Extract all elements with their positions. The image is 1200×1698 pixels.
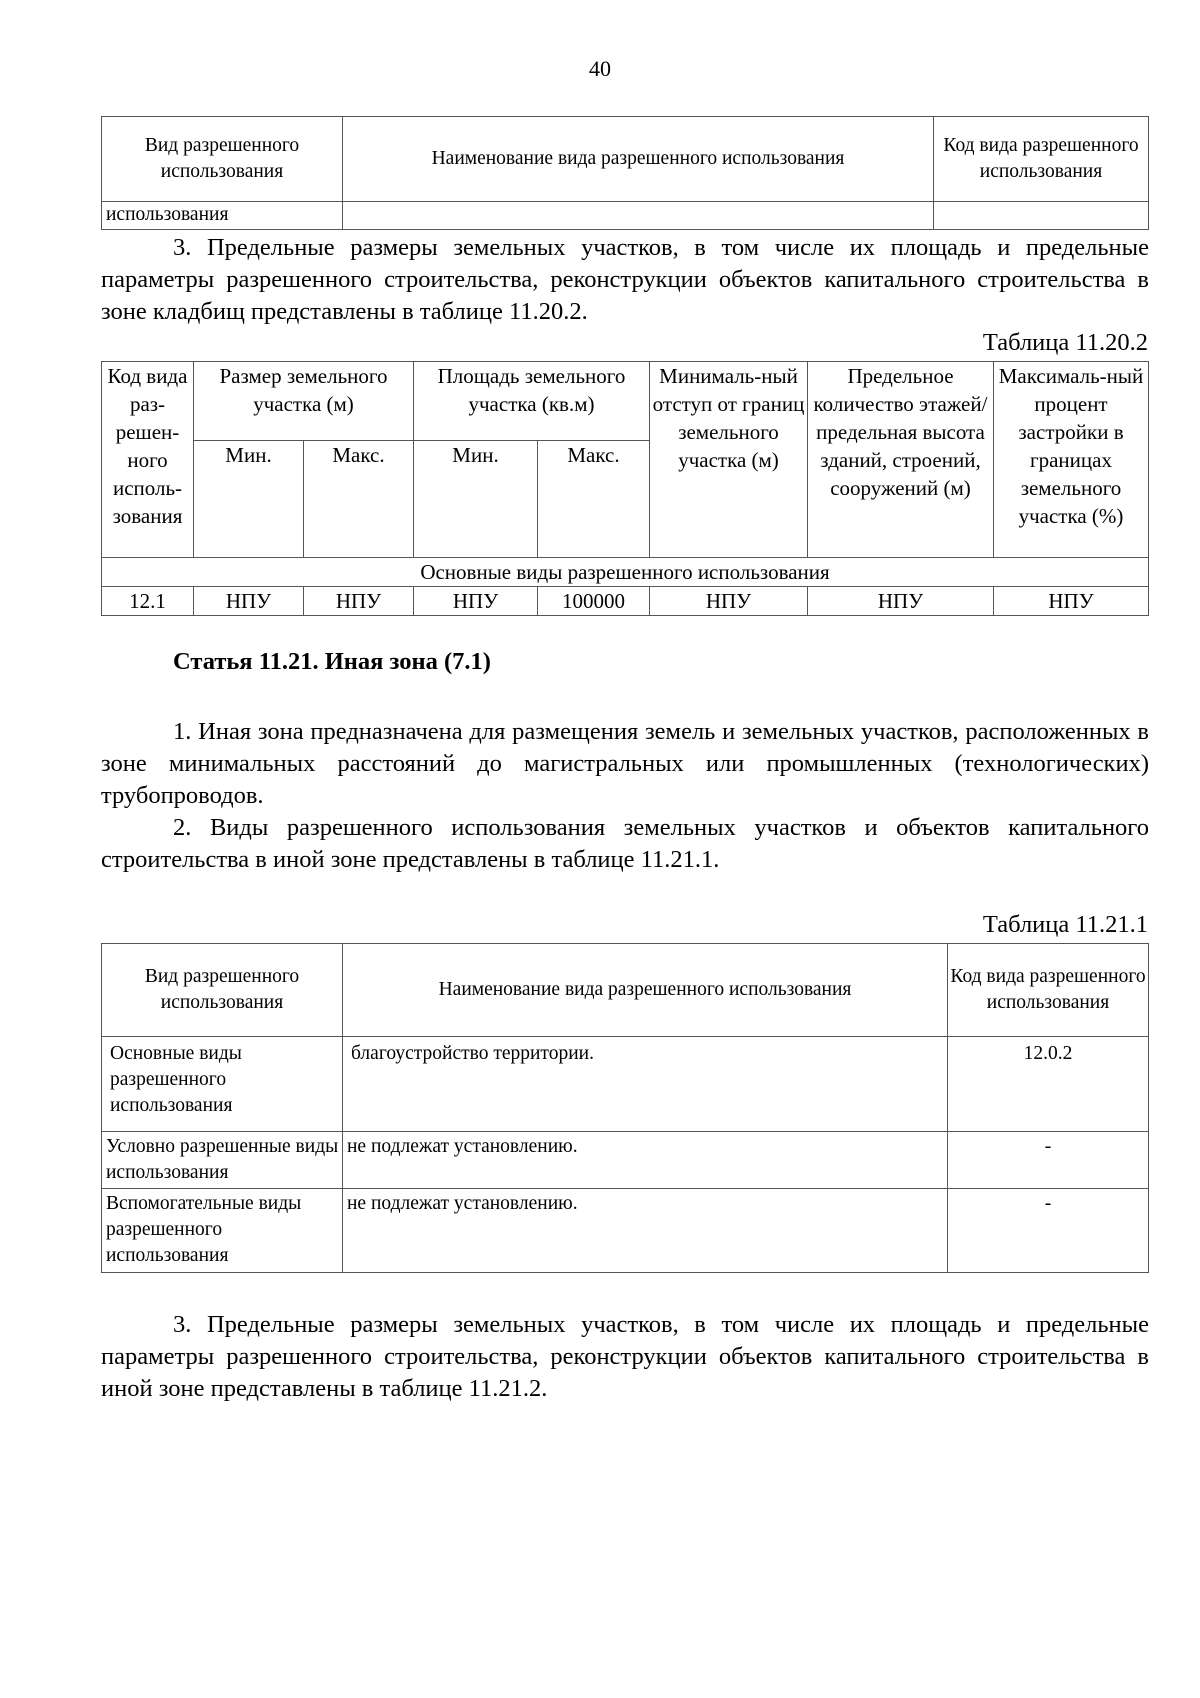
table-row — [102, 1189, 1149, 1273]
continuation-cell: использования — [102, 202, 343, 230]
cell-use-type: Основные виды разрешенного использования — [102, 1037, 343, 1132]
header-cell-code: Код вида разрешенного использования — [948, 944, 1149, 1037]
table-row — [102, 1132, 1149, 1189]
header-cell-type: Вид разрешенного использования — [102, 944, 343, 1037]
paragraph-permitted-uses: 2. Виды разрешенного использования земельных участков и объектов капитального строительства в иной зоне представлены в таблице 11.21.1. — [101, 814, 1149, 873]
cell-use-code: - — [948, 1132, 1149, 1189]
cell-max-percent: НПУ — [994, 587, 1149, 616]
cell-code: 12.1 — [102, 587, 194, 616]
cell-area-max: 100000 — [538, 587, 650, 616]
table-caption-11-21-1: Таблица 11.21.1 — [982, 911, 1148, 938]
header-cell-code: Код вида разрешенного использования — [934, 117, 1149, 202]
cell-size-min: НПУ — [194, 587, 304, 616]
paragraph-limits-cemetery: 3. Предельные размеры земельных участков, в том числе их площадь и предельные параметры разрешенного строительства, реконструкции объектов капитального строительства в зоне кладбищ представлены в таблице 11.20.2. — [101, 234, 1149, 325]
empty-cell — [343, 202, 934, 230]
header-cell-plot-area: Площадь земельного участка (кв.м) — [414, 362, 650, 441]
header-cell-floors-height: Предельное количество этажей/ предельная высота зданий, строений, сооружений (м) — [808, 362, 994, 558]
cell-floors-height: НПУ — [808, 587, 994, 616]
table-row — [102, 1037, 1149, 1132]
cell-size-max: НПУ — [304, 587, 414, 616]
paragraph-limits-other-zone: 3. Предельные размеры земельных участков, в том числе их площадь и предельные параметры разрешенного строительства, реконструкции объектов капитального строительства в иной зоне представлены в таблице 11.21.2. — [101, 1311, 1149, 1402]
cell-area-min: НПУ — [414, 587, 538, 616]
cell-use-type: Условно разрешенные виды использования — [102, 1132, 343, 1189]
header-cell-type: Вид разрешенного использования — [102, 117, 343, 202]
header-cell-name: Наименование вида разрешенного использования — [343, 944, 948, 1037]
cell-use-code: - — [948, 1189, 1149, 1273]
table-row — [102, 587, 1149, 616]
cell-use-name: не подлежат установлению. — [343, 1132, 948, 1189]
header-cell-plot-size: Размер земельного участка (м) — [194, 362, 414, 441]
article-heading: Статья 11.21. Иная зона (7.1) — [173, 648, 491, 675]
header-cell-size-max: Макс. — [304, 441, 414, 558]
cell-use-type: Вспомогательные виды разрешенного использования — [102, 1189, 343, 1273]
cell-min-indent: НПУ — [650, 587, 808, 616]
header-cell-area-min: Мин. — [414, 441, 538, 558]
table-11-20-2 — [101, 361, 1149, 616]
header-cell-code: Код вида раз-решен-ного исполь-зования — [102, 362, 194, 558]
cell-use-name: не подлежат установлению. — [343, 1189, 948, 1273]
table-11-21-1 — [101, 943, 1149, 1273]
cell-use-name: благоустройство территории. — [343, 1037, 948, 1132]
table-continuation — [101, 116, 1149, 230]
section-row: Основные виды разрешенного использования — [102, 558, 1149, 587]
paragraph-zone-purpose: 1. Иная зона предназначена для размещения земель и земельных участков, расположенных в зоне минимальных расстояний до магистральных или промышленных (технологических) трубопроводов. — [101, 718, 1149, 809]
header-cell-area-max: Макс. — [538, 441, 650, 558]
cell-use-code: 12.0.2 — [948, 1037, 1149, 1132]
page-number: 40 — [589, 56, 611, 81]
header-cell-min-indent: Минималь-ный отступ от границ земельного участка (м) — [650, 362, 808, 558]
header-cell-name: Наименование вида разрешенного использования — [343, 117, 934, 202]
header-cell-size-min: Мин. — [194, 441, 304, 558]
empty-cell — [934, 202, 1149, 230]
header-cell-max-percent: Максималь-ный процент застройки в границах земельного участка (%) — [994, 362, 1149, 558]
table-caption-11-20-2: Таблица 11.20.2 — [982, 329, 1148, 356]
